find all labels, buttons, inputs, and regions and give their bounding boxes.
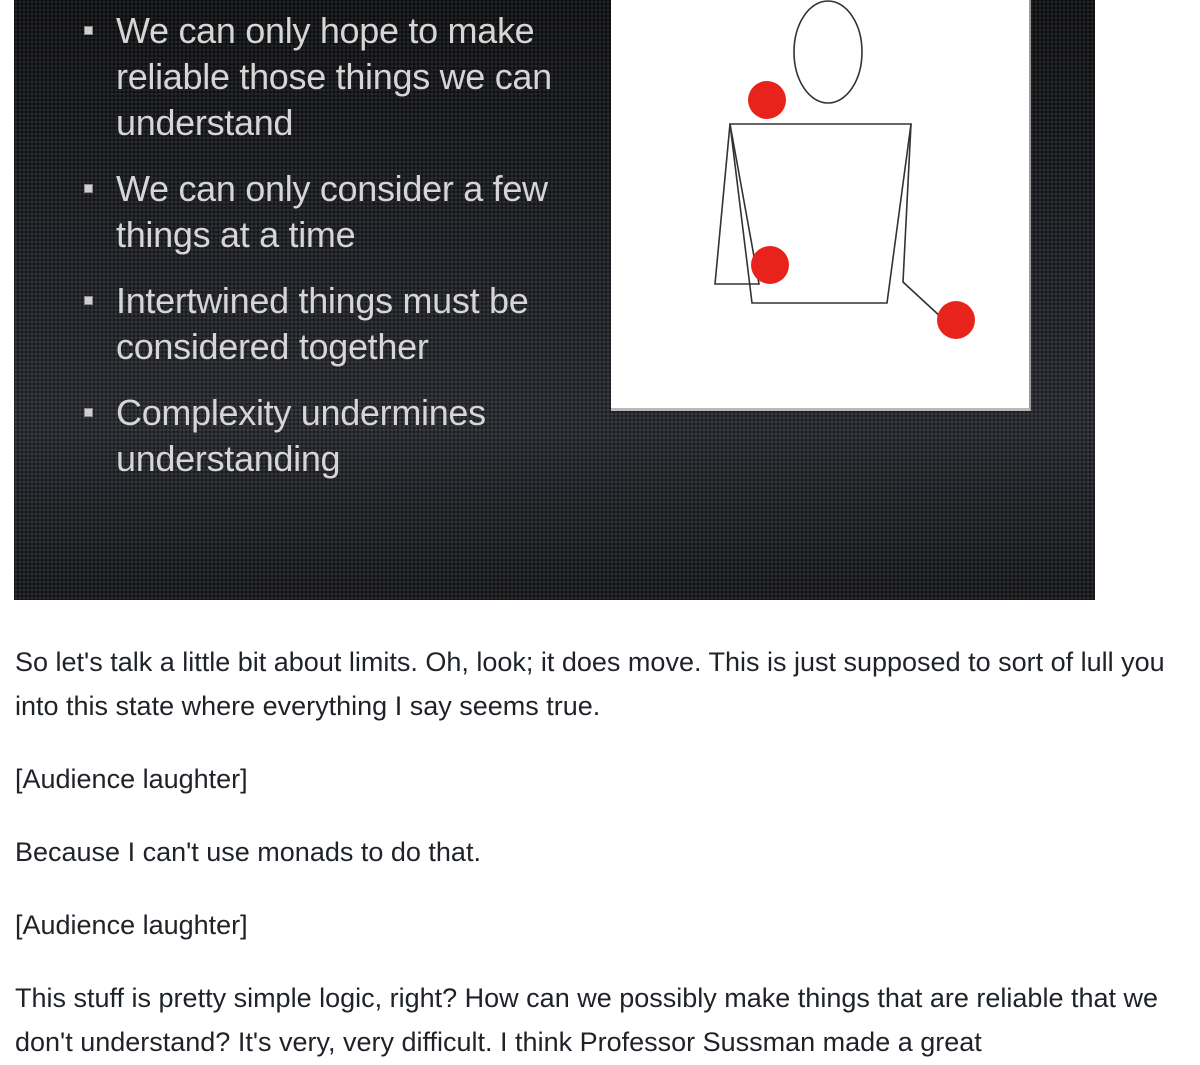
transcript-paragraph: This stuff is pretty simple logic, right? How can we possibly make things that are reliable that we don't understand? It's very, very difficult. I think Professor Sussman made a great xyxy=(15,983,1159,1057)
juggling-ball xyxy=(748,81,786,119)
juggler-right-arm xyxy=(903,124,942,318)
juggler-figure xyxy=(611,0,1029,408)
transcript-paragraph: [Audience laughter] xyxy=(15,910,248,940)
bullet-square-icon xyxy=(84,26,93,35)
slide-bullet xyxy=(84,390,604,482)
slide-bullet xyxy=(84,166,604,258)
slide-bullet-text: We can only hope to make reliable those things we can understand xyxy=(116,10,552,143)
slide-image xyxy=(14,0,1095,600)
slide-bullet-text: Complexity undermines understanding xyxy=(116,392,486,479)
bullet-square-icon xyxy=(84,184,93,193)
slide-bullet-list xyxy=(84,8,604,502)
juggling-ball xyxy=(937,301,975,339)
slide-bullet xyxy=(84,278,604,370)
bullet-square-icon xyxy=(84,408,93,417)
transcript-paragraph: So let's talk a little bit about limits. Oh, look; it does move. This is just supposed to sort of lull you into this state where everything I say seems true. xyxy=(15,647,1165,721)
transcript-paragraph: Because I can't use monads to do that. xyxy=(15,837,481,867)
juggler-figure-panel xyxy=(611,0,1031,411)
transcript-text xyxy=(15,640,1187,1065)
slide-bullet-text: We can only consider a few things at a time xyxy=(116,168,548,255)
juggling-ball xyxy=(751,246,789,284)
bullet-square-icon xyxy=(84,296,93,305)
slide-bullet xyxy=(84,8,604,146)
slide-bullet-text: Intertwined things must be considered together xyxy=(116,280,529,367)
juggler-head xyxy=(794,1,862,103)
transcript-paragraph: [Audience laughter] xyxy=(15,764,248,794)
